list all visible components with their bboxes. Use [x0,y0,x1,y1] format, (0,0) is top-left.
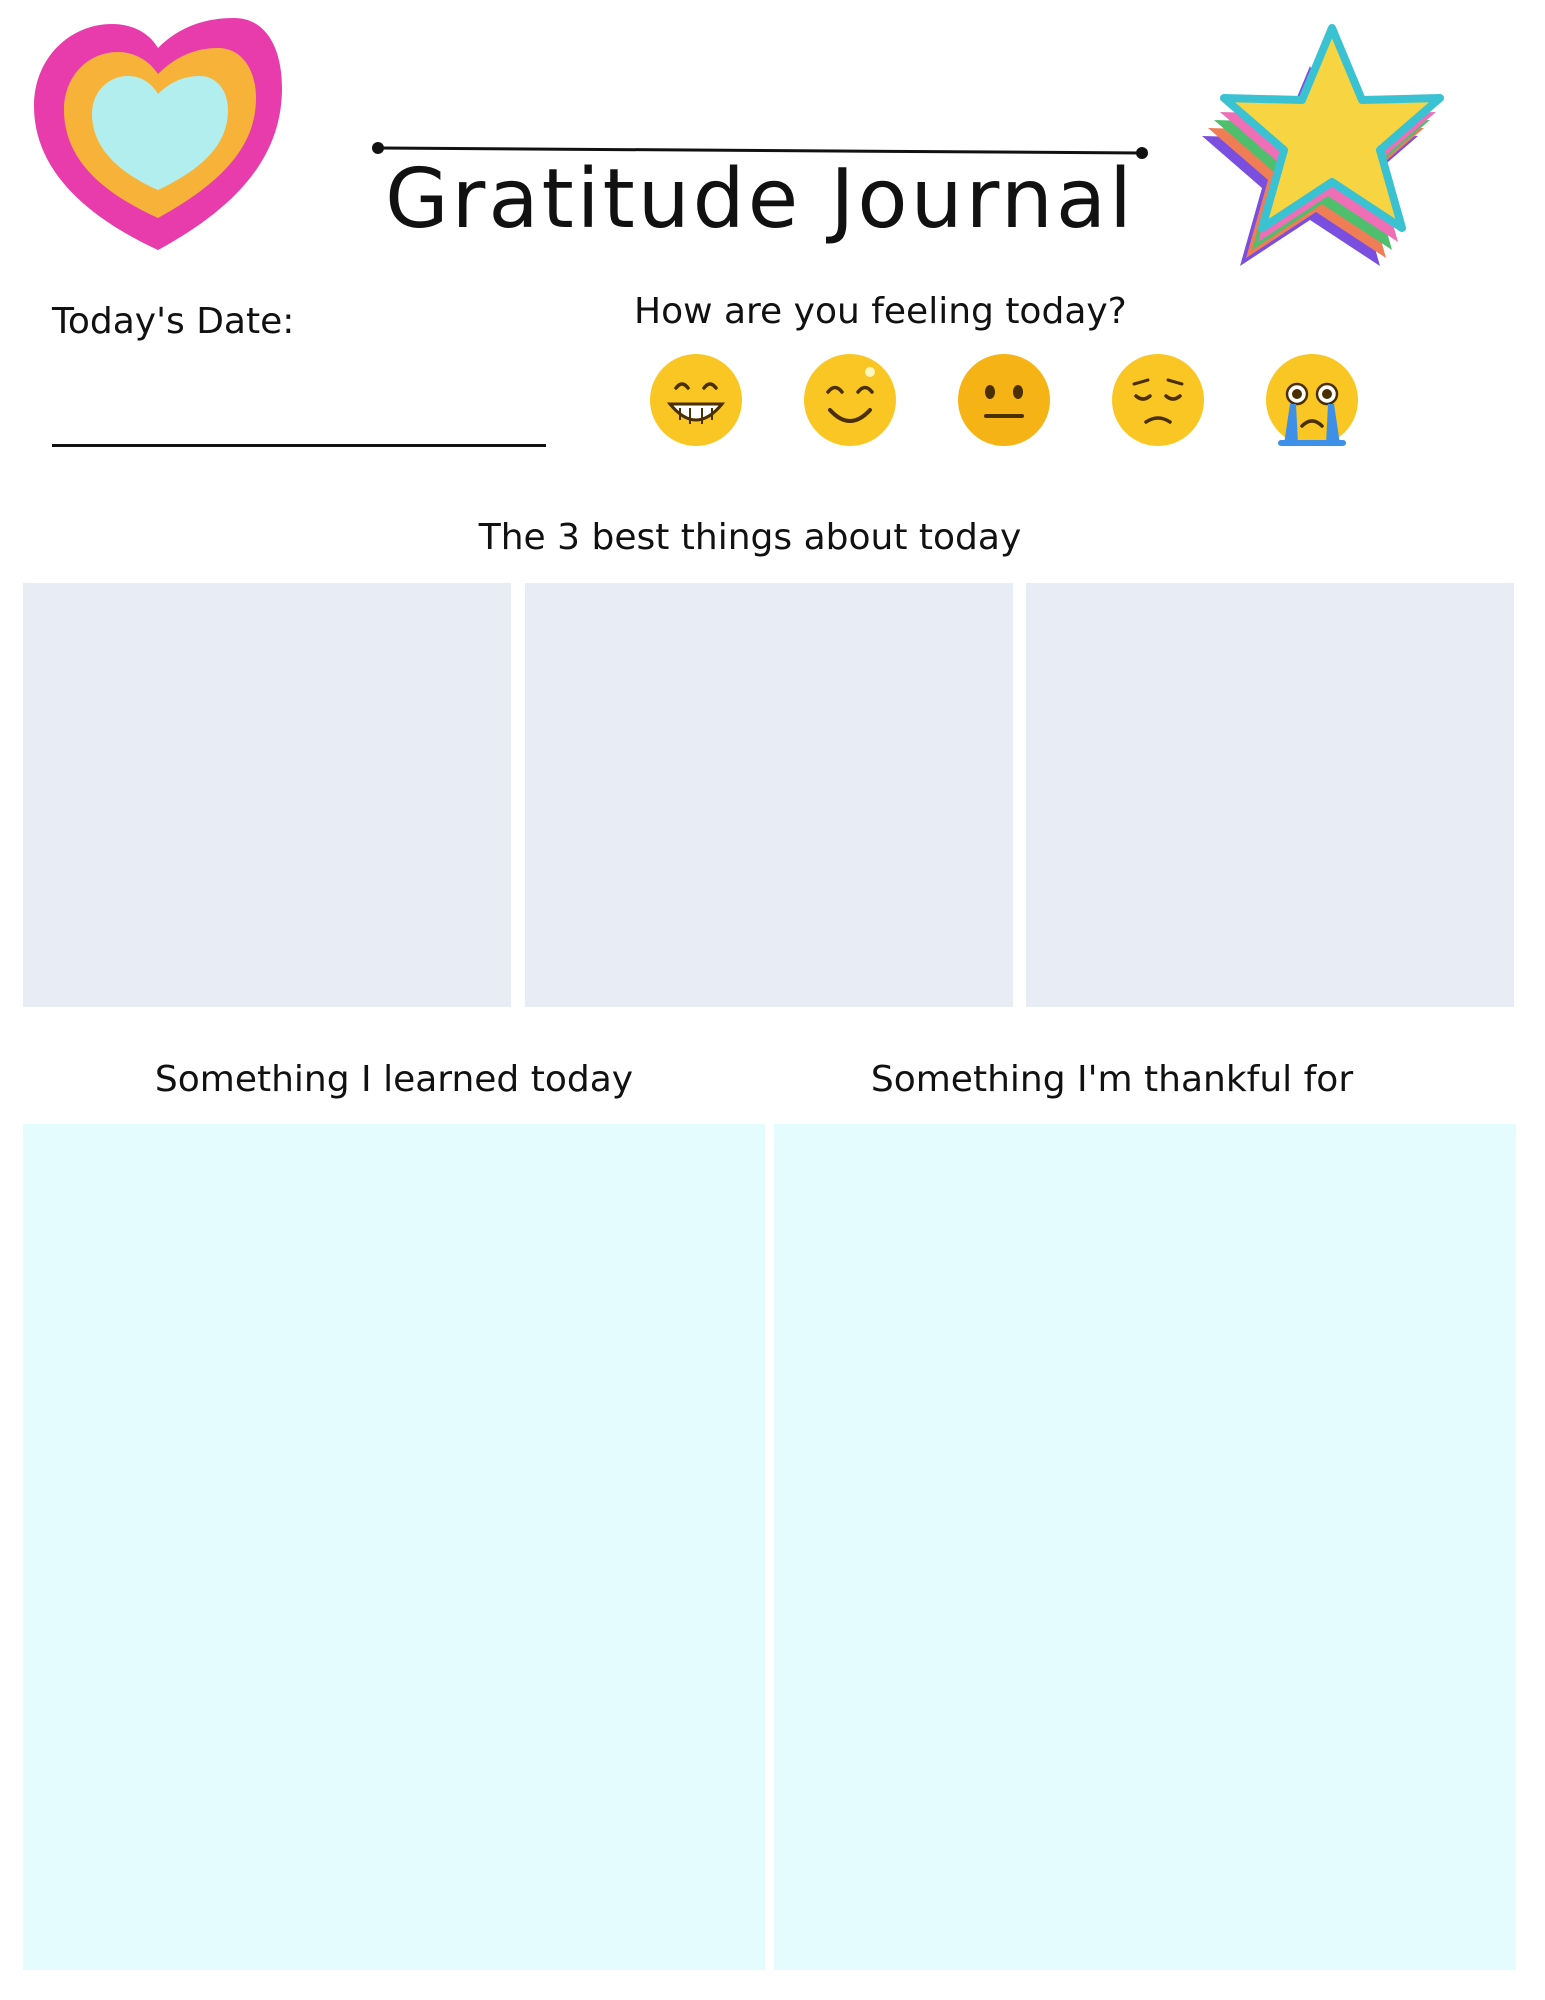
learned-box[interactable] [23,1124,765,1970]
feeling-question: How are you feeling today? [634,291,1127,332]
best-things-heading: The 3 best things about today [478,517,1022,558]
best-thing-2-box[interactable] [525,583,1013,1007]
grinning-face-icon[interactable] [648,352,744,448]
date-input-line[interactable] [52,444,546,447]
smiling-face-icon[interactable] [802,352,898,448]
rainbow-heart-icon [30,18,286,258]
feeling-options [648,352,1368,452]
neutral-face-icon[interactable] [956,352,1052,448]
pensive-face-icon[interactable] [1110,352,1206,448]
crying-face-icon[interactable] [1264,352,1360,448]
best-thing-3-box[interactable] [1026,583,1514,1007]
best-thing-1-box[interactable] [23,583,511,1007]
date-label: Today's Date: [52,301,295,342]
thankful-box[interactable] [774,1124,1516,1970]
page-title: Gratitude Journal [385,152,1135,247]
thankful-heading: Something I'm thankful for [870,1059,1354,1100]
learned-heading: Something I learned today [154,1059,634,1100]
rainbow-star-icon [1200,20,1480,300]
